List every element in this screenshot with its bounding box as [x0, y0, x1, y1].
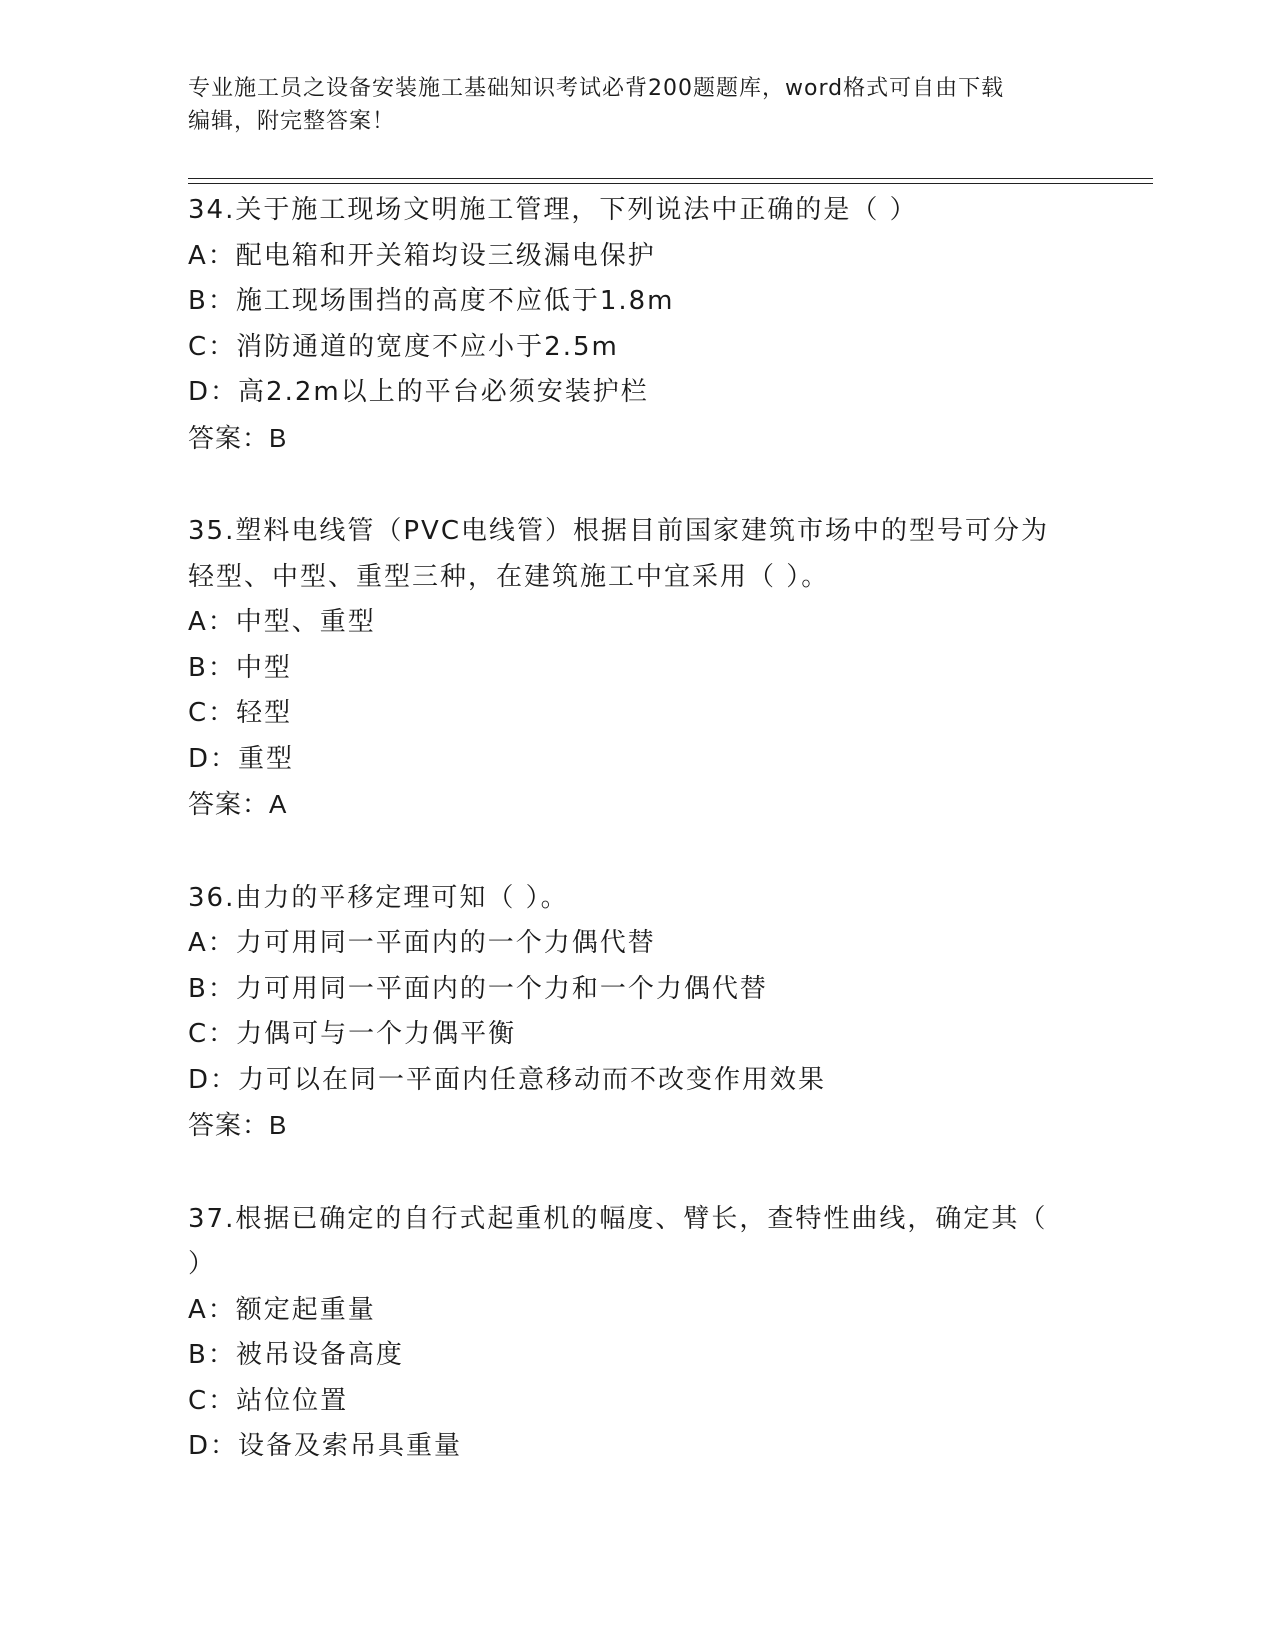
- header-title-line-2: 编辑，附完整答案！: [188, 109, 396, 134]
- answer-line: 答案：A: [188, 789, 288, 819]
- option-b: B：力可用同一平面内的一个力和一个力偶代替: [188, 973, 768, 1004]
- option-d: D：力可以在同一平面内任意移动而不改变作用效果: [188, 1064, 827, 1095]
- question-37: [188, 1197, 1088, 1470]
- header-divider-top: [188, 178, 1153, 179]
- question-list: [188, 188, 1088, 1518]
- question-stem: 34.关于施工现场文明施工管理，下列说法中正确的是（ ）: [188, 195, 918, 225]
- header-title-line-1: 专业施工员之设备安装施工基础知识考试必背200题题库，word格式可自由下载: [188, 76, 1005, 101]
- question-stem: 37.根据已确定的自行式起重机的幅度、臂长，查特性曲线，确定其（: [188, 1203, 1048, 1234]
- question-34: [188, 188, 1088, 461]
- option-b: B：施工现场围挡的高度不应低于1.8m: [188, 286, 675, 316]
- option-d: D：高2.2m以上的平台必须安装护栏: [188, 377, 649, 407]
- answer-line: 答案：B: [188, 422, 288, 453]
- question-stem: 36.由力的平移定理可知（ ）。: [188, 882, 569, 913]
- answer-line: 答案：B: [188, 1110, 288, 1140]
- option-a: A：配电箱和开关箱均设三级漏电保护: [188, 240, 656, 271]
- option-a: A：力可用同一平面内的一个力偶代替: [188, 928, 656, 958]
- option-d: D：设备及索吊具重量: [188, 1431, 463, 1461]
- option-b: B：中型: [188, 652, 292, 683]
- option-c: C：站位位置: [188, 1385, 349, 1416]
- option-a: A：中型、重型: [188, 607, 376, 637]
- document-header: [188, 72, 1088, 138]
- option-c: C：消防通道的宽度不应小于2.5m: [188, 331, 619, 362]
- question-stem-continued: ）: [188, 1249, 217, 1279]
- option-c: C：力偶可与一个力偶平衡: [188, 1019, 517, 1049]
- question-36: [188, 876, 1088, 1149]
- header-divider-bottom: [188, 183, 1153, 184]
- question-35: [188, 509, 1088, 828]
- question-stem: 35.塑料电线管（PVC电线管）根据目前国家建筑市场中的型号可分为: [188, 516, 1049, 546]
- question-stem-continued: 轻型、中型、重型三种，在建筑施工中宜采用（ ）。: [188, 561, 830, 592]
- option-a: A：额定起重量: [188, 1294, 376, 1325]
- option-b: B：被吊设备高度: [188, 1340, 404, 1370]
- option-d: D：重型: [188, 743, 295, 774]
- option-c: C：轻型: [188, 698, 293, 728]
